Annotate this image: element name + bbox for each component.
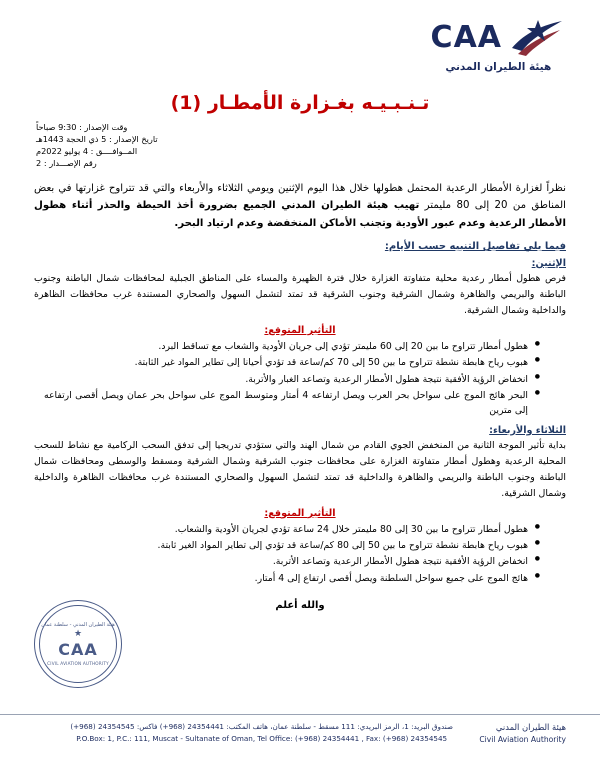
issue-meta <box>34 122 566 170</box>
official-seal <box>34 600 122 688</box>
footer-authority-ar: هيئة الطيران المدني <box>495 722 566 732</box>
document-footer <box>0 714 600 776</box>
meta-issue-date <box>36 134 566 146</box>
section-tuesday-wednesday <box>34 425 566 586</box>
seal-inner-ring <box>39 605 117 683</box>
intro-emphasis: تهيب هيئة الطيران المدني الجميع بضرورة أخذ الحيطة والحذر <box>97 200 420 212</box>
list-item: ● هطول أمطار تتراوح ما بين 30 إلى 80 مليمتر خلال 24 ساعة تؤدي لجريان الأودية والشعاب. <box>44 522 540 537</box>
effects-list <box>34 339 566 419</box>
section-day-label: الثلاثاء والأربعاء: <box>489 424 566 436</box>
closing-statement: والله أعلم <box>275 599 325 611</box>
meta-issue-date-value: 5 ذي الحجة 1443هـ <box>36 133 107 144</box>
page-title: تـنـبـيـه بغـزارة الأمطـار (1) <box>170 92 430 114</box>
intro-paragraph <box>34 180 566 234</box>
section-monday <box>34 258 566 419</box>
list-item: ● انخفاض الرؤية الأفقية نتيجة هطول الأمطار الرعدية وتصاعد الأتربة. <box>44 554 540 569</box>
meta-issue-number-value: 2 <box>36 157 42 168</box>
section-day-label: الإثنين: <box>531 258 566 270</box>
footer-authority-en: Civil Aviation Authority <box>479 734 566 744</box>
meta-issue-time-value: 9:30 صباحاً <box>36 122 77 132</box>
intro-line-2: غزارتها في بعض المناطق من 20 إلى 80 مليمتر <box>34 182 566 212</box>
logo-arabic-text: هيئة الطيران المدني <box>445 61 552 73</box>
meta-gregorian-label: المــوافــــق : <box>90 145 138 156</box>
meta-gregorian-value: 4 يوليو 2022م <box>36 145 89 156</box>
list-item: ● انخفاض الرؤية الأفقية نتيجة هطول الأمطار الرعدية وتصاعد الغبار والأتربة. <box>44 372 540 387</box>
effects-heading: التأثير المتوقع: <box>264 325 336 337</box>
footer-authority <box>479 721 566 745</box>
intro-line-1: نظراً لغزارة الأمطار الرعدية المحتمل هطولها خلال هذا اليوم الإثنين ويومي الثلاثاء والأربعاء والتي قد تتراوح <box>108 182 566 194</box>
caa-logo <box>409 18 566 73</box>
seal-arabic-text: هيئة الطيران المدني - سلطنة عمان <box>41 622 115 628</box>
seal-english-text: CIVIL AVIATION AUTHORITY <box>47 661 109 666</box>
footer-address <box>34 721 479 744</box>
seal-star-icon: ★ <box>73 629 83 639</box>
list-item: ● هطول أمطار تتراوح ما بين 20 إلى 60 مليمتر تؤدي إلى جريان الأودية والشعاب مع تساقط البرد. <box>44 339 540 354</box>
effects-heading: التأثير المتوقع: <box>264 507 336 519</box>
meta-issue-number-label: رقم الإصـــدار : <box>43 157 97 168</box>
caa-swoosh-icon <box>508 18 566 58</box>
footer-address-ar: صندوق البريد: 1، الرمز البريدي: 111 مسقط - سلطنة عمان، هاتف المكتب: 24354441 (968+) فاكس: 24354545 (968+) <box>70 722 454 731</box>
list-item: ● البحر هائج الموج على سواحل بحر العرب ويصل ارتفاعه 4 أمتار ومتوسط الموج على سواحل بحر عمان ويصل أقصى ارتفاعه إلى مترين <box>44 388 540 419</box>
logo-row <box>431 18 566 58</box>
section-body: بداية تأثير الموجة الثانية من المنخفض الجوي القادم من شمال الهند والتي ستؤدي تدريجيا إلى تدفق السحب الركامية مع نشاط للسحب المحلية الرعدية وهطول أمطار متفاوتة الغزارة على محافظات جنوب الشرقية وشمال الشرقية ومسقط والوسطى ومحافظات شمال الباطنة وجنوب الباطنة والبريمي والظاهرة والداخلية قد تمتد لتشمل السهول والصحاري المستندة غرب محافظات الظاهرة والداخلية وشمال الشرقية. <box>34 439 566 499</box>
intro-line-3: أثناء هطول الأمطار الرعدية وعدم عبور الأودية وتجنب الأماكن المنخفضة وعدم ارتياد البحر. <box>34 200 566 230</box>
meta-issue-time-label: وقت الإصدار : <box>79 122 128 132</box>
meta-gregorian-date <box>36 146 566 158</box>
meta-issue-date-label: تاريخ الإصدار : <box>108 133 158 144</box>
details-heading: فيما يلي تفاصيل التنبيه حسب الأيام: <box>384 241 566 253</box>
list-item: ● هبوب رياح هابطة نشطة تتراوح ما بين 50 إلى 80 كم/ساعة قد تؤدي إلى تطاير المواد الغير ثابتة. <box>44 538 540 553</box>
meta-issue-number <box>36 158 566 170</box>
document-header <box>34 18 566 90</box>
logo-text: CAA <box>430 20 502 55</box>
list-item: ● هبوب رياح هابطة نشطة تتراوح ما بين 50 إلى 70 كم/ساعة قد تؤدي أحيانا إلى تطاير المواد غير الثابتة. <box>44 355 540 370</box>
section-body: فرص هطول أمطار رعدية محلية متفاوتة الغزارة خلال فترة الظهيرة والمساء على المناطق الجبلية لمحافظات شمال الباطنة وجنوب الباطنة والبريمي والظاهرة وشمال الشرقية وجنوب الشرقية قد تمتد لتشمل السهول والصحاري المستندة غرب محافظات الظاهرة والداخلية وشمال الشرقية. <box>34 273 566 317</box>
footer-address-en: P.O.Box: 1, P.C.: 111, Muscat - Sultanate of Oman, Tel Office: (+968) 24354441 , Fax: (+968) 24354545 <box>76 733 448 743</box>
seal-center-text: CAA <box>58 640 98 659</box>
effects-list <box>34 522 566 586</box>
meta-issue-time <box>36 122 566 134</box>
list-item: ● هائج الموج على جميع سواحل السلطنة ويصل أقصى ارتفاع إلى 4 أمتار. <box>44 571 540 586</box>
